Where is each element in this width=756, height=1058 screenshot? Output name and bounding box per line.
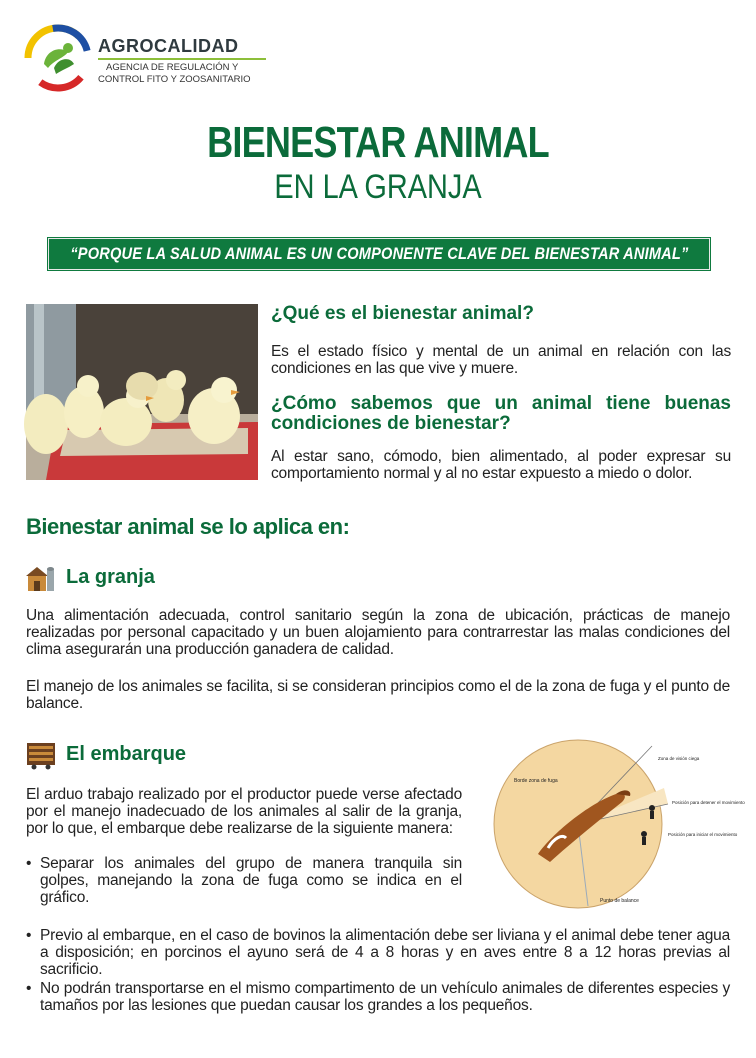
page-subtitle: EN LA GRANJA bbox=[274, 168, 482, 206]
quote-banner-text: “PORQUE LA SALUD ANIMAL ES UN COMPONENTE CLAVE DEL BIENESTAR ANIMAL” bbox=[69, 244, 689, 263]
agency-logo bbox=[24, 24, 264, 96]
bullet-text: Separar los animales del grupo de manera tranquila sin golpes, manejando la zona de fuga como se indica en el gráfico. bbox=[40, 855, 462, 906]
diagram-label-start: Posición para iniciar el movimiento bbox=[668, 832, 738, 837]
bullet-item bbox=[26, 980, 730, 1014]
brand-subtitle-line1: AGENCIA DE REGULACIÓN Y bbox=[106, 62, 239, 73]
shipping-heading: El embarque bbox=[66, 743, 187, 765]
farm-icon bbox=[26, 563, 56, 593]
bullet-item bbox=[26, 927, 730, 978]
brand-subtitle-line2: CONTROL FITO Y ZOOSANITARIO bbox=[98, 74, 251, 85]
chicks-illustration bbox=[26, 304, 258, 480]
diagram-label-stop: Posición para detener el movimiento bbox=[672, 800, 745, 805]
section-heading: Bienestar animal se lo aplica en: bbox=[26, 514, 350, 539]
answer-what-is-welfare: Es el estado físico y mental de un animal en relación con las condiciones en las que vive y muere. bbox=[271, 343, 731, 377]
question-good-conditions: ¿Cómo sabemos que un animal tiene buenas condiciones de bienestar? bbox=[271, 393, 731, 434]
diagram-label-flight-zone: Borde zona de fuga bbox=[514, 778, 558, 784]
farm-paragraph-1: Una alimentación adecuada, control sanitario según la zona de ubicación, prácticas de manejo realizadas por personal capacitado y un buen alojamiento para contrarrestar las malas condiciones del clima asegurarán una producción ganadera de calidad. bbox=[26, 607, 730, 658]
bullet-dot-icon: • bbox=[26, 855, 32, 872]
quote-banner bbox=[48, 238, 710, 270]
bullet-dot-icon: • bbox=[26, 927, 32, 944]
page-title: BIENESTAR ANIMAL bbox=[207, 118, 549, 167]
diagram-label-blind-zone: Zona de visión ciega bbox=[658, 756, 700, 761]
bullet-text: Previo al embarque, en el caso de bovinos la alimentación debe ser liviana y el animal debe tener agua a disposición; en porcinos el ayuno será de 4 a 8 horas y en aves entre 8 a 12 horas previas al sacrificio. bbox=[40, 927, 730, 978]
agency-emblem-icon bbox=[24, 24, 92, 92]
farm-paragraph-2: El manejo de los animales se facilita, si se consideran principios como el de la zona de fuga y el punto de balance. bbox=[26, 678, 730, 712]
shipping-paragraph: El arduo trabajo realizado por el productor puede verse afectado por el manejo inadecuado de los animales al salir de la granja, por lo que, el embarque debe realizarse de la siguiente manera: bbox=[26, 786, 462, 837]
diagram-label-balance-point: Punto de balance bbox=[600, 898, 639, 904]
brand-name: AGROCALIDAD bbox=[98, 36, 239, 56]
answer-good-conditions: Al estar sano, cómodo, bien alimentado, al poder expresar su comportamiento normal y al no estar expuesto a miedo o dolor. bbox=[271, 448, 731, 482]
bullet-dot-icon: • bbox=[26, 980, 32, 997]
truck-loading-icon bbox=[26, 740, 56, 770]
chicks-photo bbox=[26, 304, 258, 480]
farm-heading: La granja bbox=[66, 566, 155, 588]
bullet-item bbox=[26, 855, 462, 906]
flight-zone-diagram bbox=[492, 738, 745, 910]
bullet-text: No podrán transportarse en el mismo compartimento de un vehículo animales de diferentes especies y tamaños por las lesiones que puedan causar los grandes a los pequeños. bbox=[40, 980, 730, 1014]
question-what-is-welfare: ¿Qué es el bienestar animal? bbox=[271, 303, 534, 324]
brand-divider bbox=[98, 58, 266, 60]
